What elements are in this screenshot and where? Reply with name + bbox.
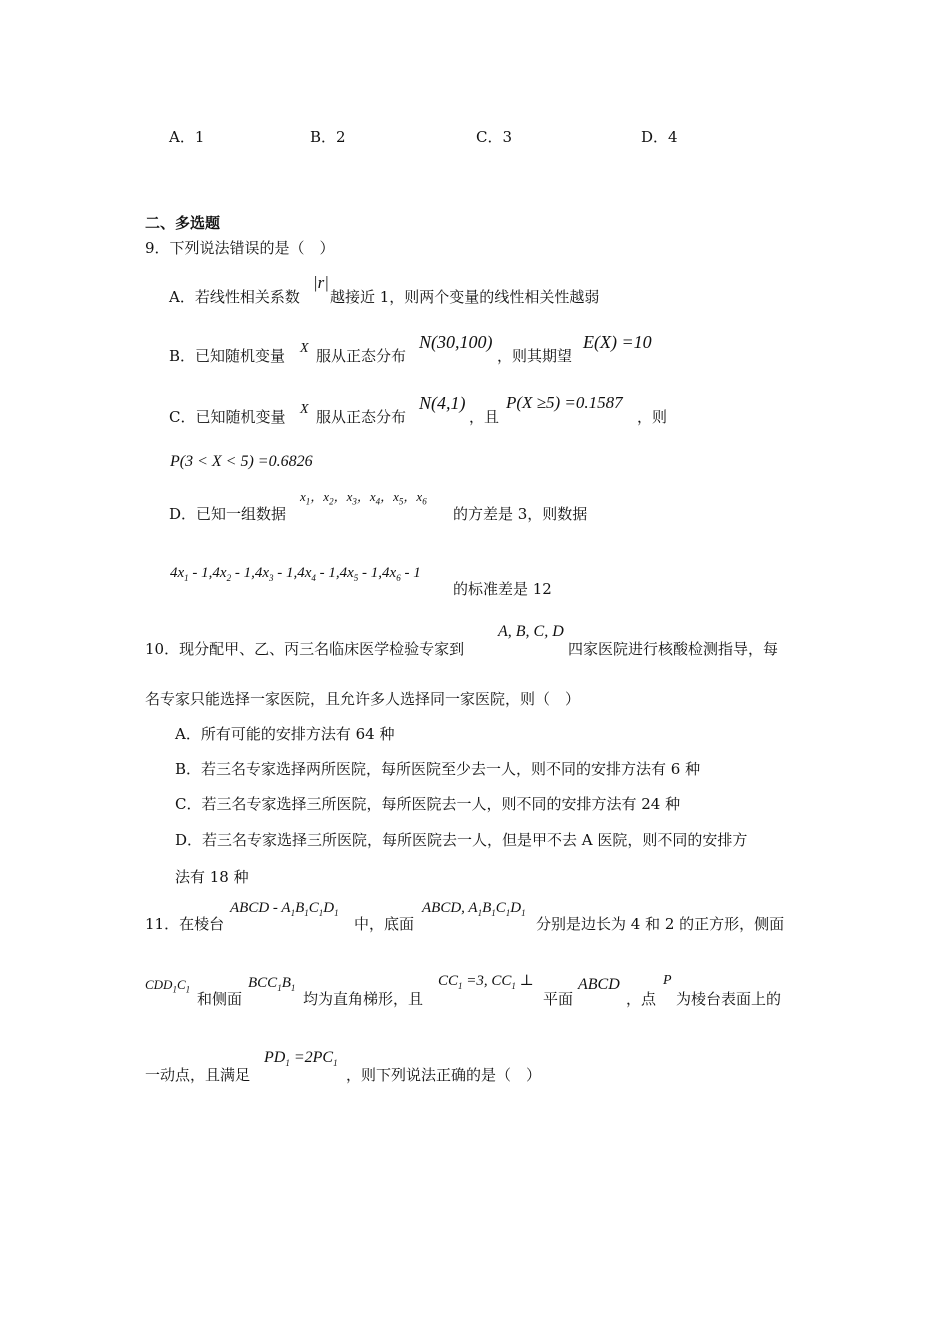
q8-option-d: D．4 (641, 128, 678, 146)
q9-option-b-mid2: ，则其期望 (497, 347, 573, 365)
q9-option-d-transformed: $4x_1 - 1,4x_2 - 1,4x_3 - 1,4x_4 - 1,4x_5 - 1,4x_6 - 1$ (170, 565, 421, 583)
q9-option-c-mid2: ，且 (469, 408, 500, 426)
q9-option-c-text: C．已知随机变量 (169, 408, 286, 426)
q9-option-c-tail: ，则 (637, 408, 668, 426)
q11-line2-a: 和侧面 (197, 990, 243, 1008)
q10-option-d-line1: D．若三名专家选择三所医院，每所医院去一人，但是甲不去 A 医院，则不同的安排方 (175, 831, 748, 849)
q10-option-d-line2: 法有 18 种 (175, 868, 249, 886)
q9-option-d-text: D．已知一组数据 (169, 505, 287, 523)
q11-face-2: $BCC_1B_1$ (248, 975, 296, 993)
section-title: 二、多选题 (145, 214, 221, 232)
q9-option-c-normal: N(4,1) (419, 393, 466, 413)
q10-stem-tail: 四家医院进行核酸检测指导，每 (568, 640, 779, 658)
q11-condition: $PD_1 =2PC_1$ (264, 1049, 338, 1069)
q10-stem-line2: 名专家只能选择一家医院，且允许多人选择同一家医院，则（ ） (145, 690, 581, 708)
q11-line1-mid: 中，底面 (354, 915, 415, 933)
q9-option-b-mid: 服从正态分布 (316, 347, 407, 365)
q11-line2-c: 平面 (543, 990, 574, 1008)
q9-option-c-mid: 服从正态分布 (316, 408, 407, 426)
q9-option-d-data: $x_1$，$x_2$，$x_3$，$x_4$，$x_5$，$x_6$ (300, 489, 427, 507)
q9-option-b-var: X (300, 341, 309, 356)
q11-point-p: P (663, 973, 672, 988)
q9-option-c-var: X (300, 402, 309, 417)
q11-line2-d: ，点 (626, 990, 657, 1008)
q10-option-b: B．若三名专家选择两所医院，每所医院至少去一人，则不同的安排方法有 6 种 (175, 760, 701, 778)
q11-frustum: ABCD - $A_1B_1C_1D_1$ (230, 900, 339, 918)
q9-option-b-normal: N(30,100) (419, 332, 493, 352)
q9-option-d-mid: 的方差是 3，则数据 (453, 505, 588, 523)
q9-option-a-tail: 越接近 1，则两个变量的线性相关性越弱 (330, 288, 600, 306)
q10-stem: 10．现分配甲、乙、丙三名临床医学检验专家到 (145, 640, 465, 658)
q9-option-a-text: A．若线性相关系数 (169, 288, 300, 306)
q8-option-a: A．1 (169, 128, 205, 146)
q11-line3-pre: 一动点，且满足 (145, 1066, 251, 1084)
q9-option-d-tail: 的标准差是 12 (453, 580, 552, 598)
q9-option-b-text: B．已知随机变量 (169, 347, 286, 365)
q11-line3-tail: ，则下列说法正确的是（ ） (346, 1066, 542, 1084)
q9-option-a-math: |r| (313, 273, 329, 292)
q10-option-a: A．所有可能的安排方法有 64 种 (175, 725, 395, 743)
q8-option-b: B．2 (310, 128, 346, 146)
q11-bases: ABCD, $A_1B_1C_1D_1$ (422, 900, 526, 918)
q9-stem: 9．下列说法错误的是（ ） (145, 239, 335, 257)
q9-option-c-result: P(3 < X < 5) =0.6826 (170, 453, 313, 470)
q11-edge-condition: $CC_1 =3$, $CC_1$ ⊥ (438, 973, 534, 991)
q9-option-b-expect: E(X) =10 (583, 332, 652, 352)
q11-line2-b: 均为直角梯形，且 (303, 990, 424, 1008)
q9-option-c-prob: P(X ≥5) =0.1587 (506, 393, 623, 412)
q10-option-c: C．若三名专家选择三所医院，每所医院去一人，则不同的安排方法有 24 种 (175, 795, 681, 813)
q11-base-plane: ABCD (578, 976, 620, 993)
q11-line2-e: 为棱台表面上的 (676, 990, 782, 1008)
q8-option-c: C．3 (476, 128, 513, 146)
q11-line1-tail: 分别是边长为 4 和 2 的正方形，侧面 (536, 915, 785, 933)
q11-face-1: $CDD_1C_1$ (145, 977, 191, 995)
q11-line1-pre: 11．在棱台 (145, 915, 225, 933)
q10-stem-math: A, B, C, D (498, 623, 564, 640)
